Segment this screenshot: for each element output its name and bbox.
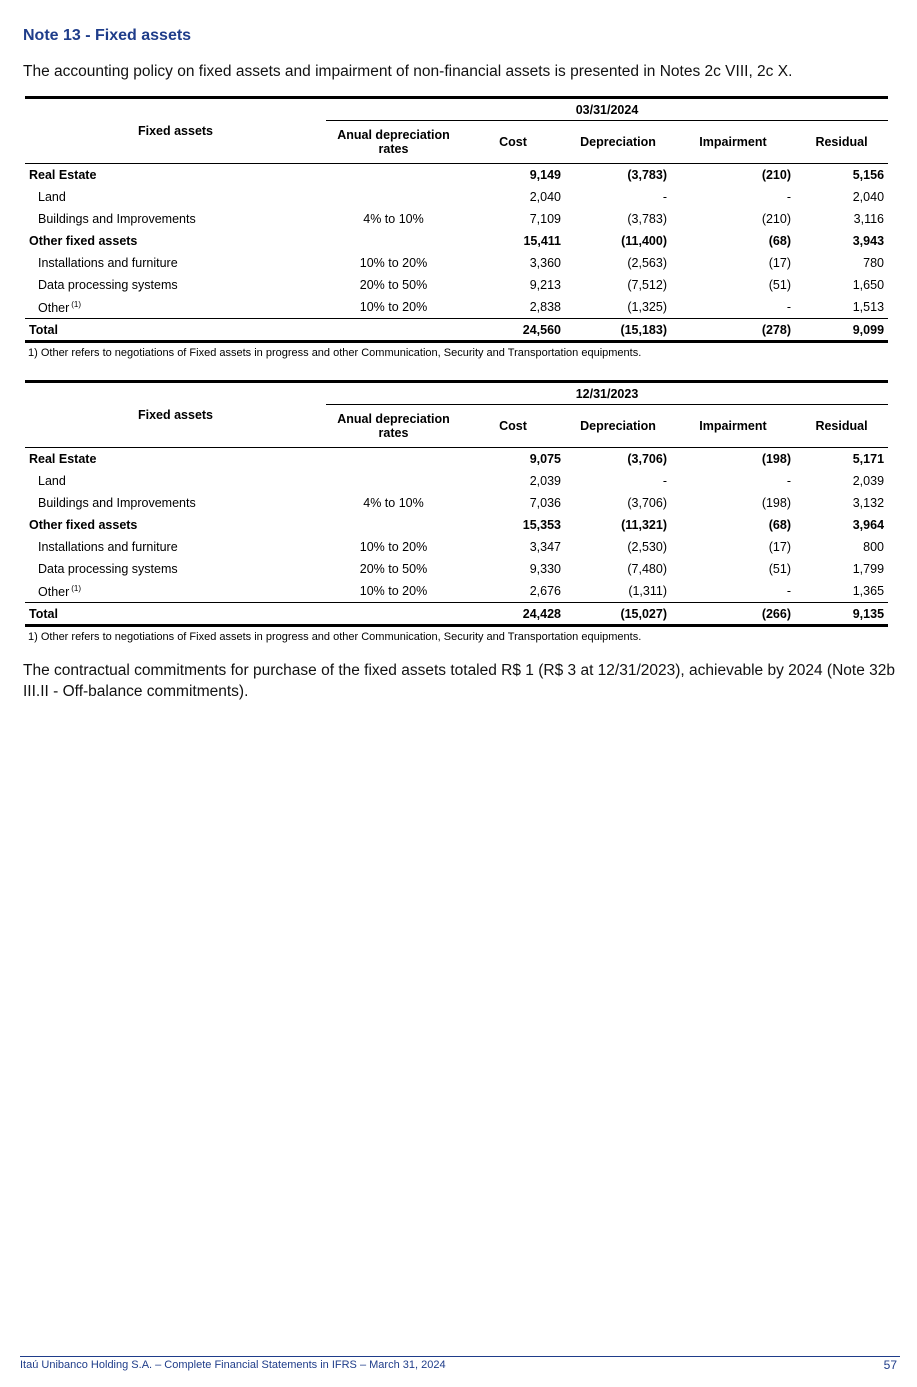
cell-rate bbox=[326, 186, 461, 208]
cell-depreciation: (3,706) bbox=[627, 496, 667, 510]
cell-cost: 7,036 bbox=[529, 496, 561, 510]
cell-depreciation: (11,400) bbox=[621, 234, 667, 248]
row-label bbox=[25, 580, 326, 603]
cell-rate: 10% to 20% bbox=[359, 300, 428, 314]
fixed-assets-table-2023 bbox=[25, 380, 888, 643]
row-label-text: Buildings and Improvements bbox=[38, 496, 196, 510]
cell-rate: 4% to 10% bbox=[363, 212, 424, 226]
cell-cost: 3,347 bbox=[529, 540, 561, 554]
cell-rate bbox=[326, 164, 461, 187]
cell-depreciation: (15,027) bbox=[565, 603, 671, 626]
cell-residual: 1,365 bbox=[852, 584, 885, 598]
row-label bbox=[25, 208, 326, 230]
header-depreciation: Depreciation bbox=[565, 405, 671, 448]
cell-rate: 10% to 20% bbox=[359, 584, 428, 598]
cell-residual: 1,650 bbox=[852, 278, 885, 292]
cell-impairment: - bbox=[786, 300, 791, 314]
cell-residual: 1,513 bbox=[852, 300, 885, 314]
header-cost: Cost bbox=[461, 121, 565, 164]
cell-cost: 24,428 bbox=[461, 603, 565, 626]
cell-impairment: (68) bbox=[768, 234, 791, 248]
cell-impairment: - bbox=[786, 190, 791, 204]
table-row bbox=[25, 208, 888, 230]
cell-residual: 780 bbox=[863, 256, 885, 270]
table-row bbox=[25, 164, 888, 187]
table-row bbox=[25, 274, 888, 296]
cell-cost: 2,039 bbox=[529, 474, 561, 488]
intro-paragraph: The accounting policy on fixed assets and impairment of non-financial assets is presented in Notes 2c VIII, 2c X. bbox=[23, 63, 793, 80]
cell-cost: 2,040 bbox=[529, 190, 561, 204]
header-residual: Residual bbox=[795, 121, 888, 164]
header-residual: Residual bbox=[795, 405, 888, 448]
row-label bbox=[25, 448, 326, 471]
cell-residual: 9,099 bbox=[795, 319, 888, 342]
header-period: 12/31/2023 bbox=[326, 382, 888, 405]
fixed-assets-table bbox=[25, 380, 888, 627]
table-row bbox=[25, 252, 888, 274]
table-row bbox=[25, 296, 888, 319]
header-impairment: Impairment bbox=[671, 405, 795, 448]
cell-cost: 15,353 bbox=[522, 518, 561, 532]
cell-impairment: (51) bbox=[768, 278, 791, 292]
table-row bbox=[25, 448, 888, 471]
header-period: 03/31/2024 bbox=[326, 98, 888, 121]
cell-impairment: (17) bbox=[768, 540, 791, 554]
row-label-text: Land bbox=[38, 474, 66, 488]
row-label bbox=[25, 230, 326, 252]
page-number: 57 bbox=[883, 1358, 897, 1372]
cell-residual: 3,116 bbox=[853, 212, 885, 226]
cell-depreciation: (2,530) bbox=[627, 540, 667, 554]
cell-depreciation: (1,311) bbox=[628, 584, 667, 598]
cell-cost: 9,213 bbox=[529, 278, 561, 292]
cell-cost: 15,411 bbox=[523, 234, 561, 248]
cell-rate bbox=[326, 514, 461, 536]
cell-residual: 1,799 bbox=[852, 562, 885, 576]
closing-paragraph: The contractual commitments for purchase of the fixed assets totaled R$ 1 (R$ 3 at 12/31/2023), achievable by 2024 (Note 32b III.II - Off-balance commitments). bbox=[23, 662, 895, 700]
cell-rate bbox=[326, 448, 461, 471]
cell-impairment: (198) bbox=[761, 452, 791, 466]
row-label-text: Real Estate bbox=[29, 452, 97, 466]
cell-depreciation: (2,563) bbox=[627, 256, 667, 270]
cell-impairment: (210) bbox=[761, 212, 791, 226]
footer-divider bbox=[20, 1356, 900, 1357]
cell-impairment: (68) bbox=[768, 518, 791, 532]
cell-residual: 3,943 bbox=[852, 234, 885, 248]
table-row bbox=[25, 186, 888, 208]
row-label-text: Installations and furniture bbox=[38, 256, 178, 270]
page-title: Note 13 - Fixed assets bbox=[23, 27, 192, 44]
row-label-text: Data processing systems bbox=[38, 278, 178, 292]
total-label: Total bbox=[25, 603, 326, 626]
cell-depreciation: (3,706) bbox=[627, 452, 667, 466]
fixed-assets-table-2024 bbox=[25, 96, 888, 359]
header-cost: Cost bbox=[461, 405, 565, 448]
cell-residual: 2,040 bbox=[852, 190, 885, 204]
cell-rate: 10% to 20% bbox=[359, 256, 428, 270]
cell-cost: 2,838 bbox=[529, 300, 561, 314]
cell-residual: 800 bbox=[863, 540, 885, 554]
cell-cost: 7,109 bbox=[529, 212, 561, 226]
row-label bbox=[25, 492, 326, 514]
cell-depreciation: (11,321) bbox=[621, 518, 667, 532]
cell-depreciation: (15,183) bbox=[565, 319, 671, 342]
cell-cost: 9,330 bbox=[529, 562, 561, 576]
cell-impairment: (266) bbox=[671, 603, 795, 626]
header-rate: Anual depreciation rates bbox=[326, 121, 461, 164]
cell-rate bbox=[326, 230, 461, 252]
row-label-text: Installations and furniture bbox=[38, 540, 178, 554]
row-label bbox=[25, 186, 326, 208]
row-label-text: Buildings and Improvements bbox=[38, 212, 196, 226]
cell-residual: 3,964 bbox=[852, 518, 885, 532]
cell-residual: 2,039 bbox=[852, 474, 885, 488]
row-label bbox=[25, 164, 326, 187]
table-row bbox=[25, 580, 888, 603]
row-label bbox=[25, 296, 326, 319]
table-row bbox=[25, 536, 888, 558]
cell-depreciation: (1,325) bbox=[627, 300, 667, 314]
row-label-text: Other bbox=[38, 584, 70, 599]
cell-impairment: - bbox=[786, 474, 791, 488]
cell-cost: 9,075 bbox=[529, 452, 561, 466]
row-label-text: Land bbox=[38, 190, 66, 204]
cell-depreciation: - bbox=[662, 190, 667, 204]
total-row bbox=[25, 603, 888, 626]
row-label-text: Other fixed assets bbox=[29, 234, 138, 248]
row-label-text: Data processing systems bbox=[38, 562, 178, 576]
cell-cost: 3,360 bbox=[529, 256, 561, 270]
header-fixed-assets: Fixed assets bbox=[25, 382, 326, 448]
cell-impairment: - bbox=[786, 584, 791, 598]
cell-depreciation: (7,480) bbox=[627, 562, 667, 576]
cell-residual: 5,156 bbox=[852, 168, 885, 182]
cell-cost: 9,149 bbox=[529, 168, 561, 182]
table-row bbox=[25, 558, 888, 580]
header-fixed-assets: Fixed assets bbox=[25, 98, 326, 164]
cell-residual: 5,171 bbox=[852, 452, 885, 466]
header-impairment: Impairment bbox=[671, 121, 795, 164]
row-label-text: Other fixed assets bbox=[29, 518, 138, 532]
row-label bbox=[25, 274, 326, 296]
table-row bbox=[25, 492, 888, 514]
row-label bbox=[25, 536, 326, 558]
table-row bbox=[25, 470, 888, 492]
fixed-assets-table bbox=[25, 96, 888, 343]
cell-residual: 3,132 bbox=[852, 496, 885, 510]
row-label bbox=[25, 514, 326, 536]
table-row bbox=[25, 514, 888, 536]
row-label-text: Real Estate bbox=[29, 168, 97, 182]
cell-depreciation: - bbox=[662, 474, 667, 488]
row-label bbox=[25, 252, 326, 274]
row-label bbox=[25, 470, 326, 492]
cell-depreciation: (3,783) bbox=[627, 168, 667, 182]
footnote-marker: (1) bbox=[71, 299, 82, 309]
footer-text: Itaú Unibanco Holding S.A. – Complete Financial Statements in IFRS – March 31, 2024 bbox=[20, 1359, 446, 1371]
cell-impairment: (51) bbox=[768, 562, 791, 576]
cell-impairment: (210) bbox=[761, 168, 791, 182]
cell-rate bbox=[326, 603, 461, 626]
cell-impairment: (278) bbox=[671, 319, 795, 342]
total-row bbox=[25, 319, 888, 342]
table-row bbox=[25, 230, 888, 252]
cell-rate: 20% to 50% bbox=[359, 278, 428, 292]
cell-rate bbox=[326, 470, 461, 492]
cell-rate: 10% to 20% bbox=[359, 540, 428, 554]
table-footnote: 1) Other refers to negotiations of Fixed assets in progress and other Communication, Security and Transportation equipments. bbox=[28, 631, 642, 643]
footnote-marker: (1) bbox=[71, 583, 82, 593]
cell-rate: 20% to 50% bbox=[359, 562, 428, 576]
row-label bbox=[25, 558, 326, 580]
cell-depreciation: (3,783) bbox=[627, 212, 667, 226]
total-label: Total bbox=[25, 319, 326, 342]
cell-rate bbox=[326, 319, 461, 342]
row-label-text: Other bbox=[38, 300, 70, 315]
cell-impairment: (198) bbox=[761, 496, 791, 510]
header-depreciation: Depreciation bbox=[565, 121, 671, 164]
cell-rate: 4% to 10% bbox=[363, 496, 424, 510]
cell-cost: 24,560 bbox=[461, 319, 565, 342]
cell-depreciation: (7,512) bbox=[627, 278, 667, 292]
header-rate: Anual depreciation rates bbox=[326, 405, 461, 448]
table-footnote: 1) Other refers to negotiations of Fixed assets in progress and other Communication, Security and Transportation equipments. bbox=[28, 347, 642, 359]
cell-cost: 2,676 bbox=[529, 584, 561, 598]
cell-impairment: (17) bbox=[768, 256, 791, 270]
cell-residual: 9,135 bbox=[795, 603, 888, 626]
